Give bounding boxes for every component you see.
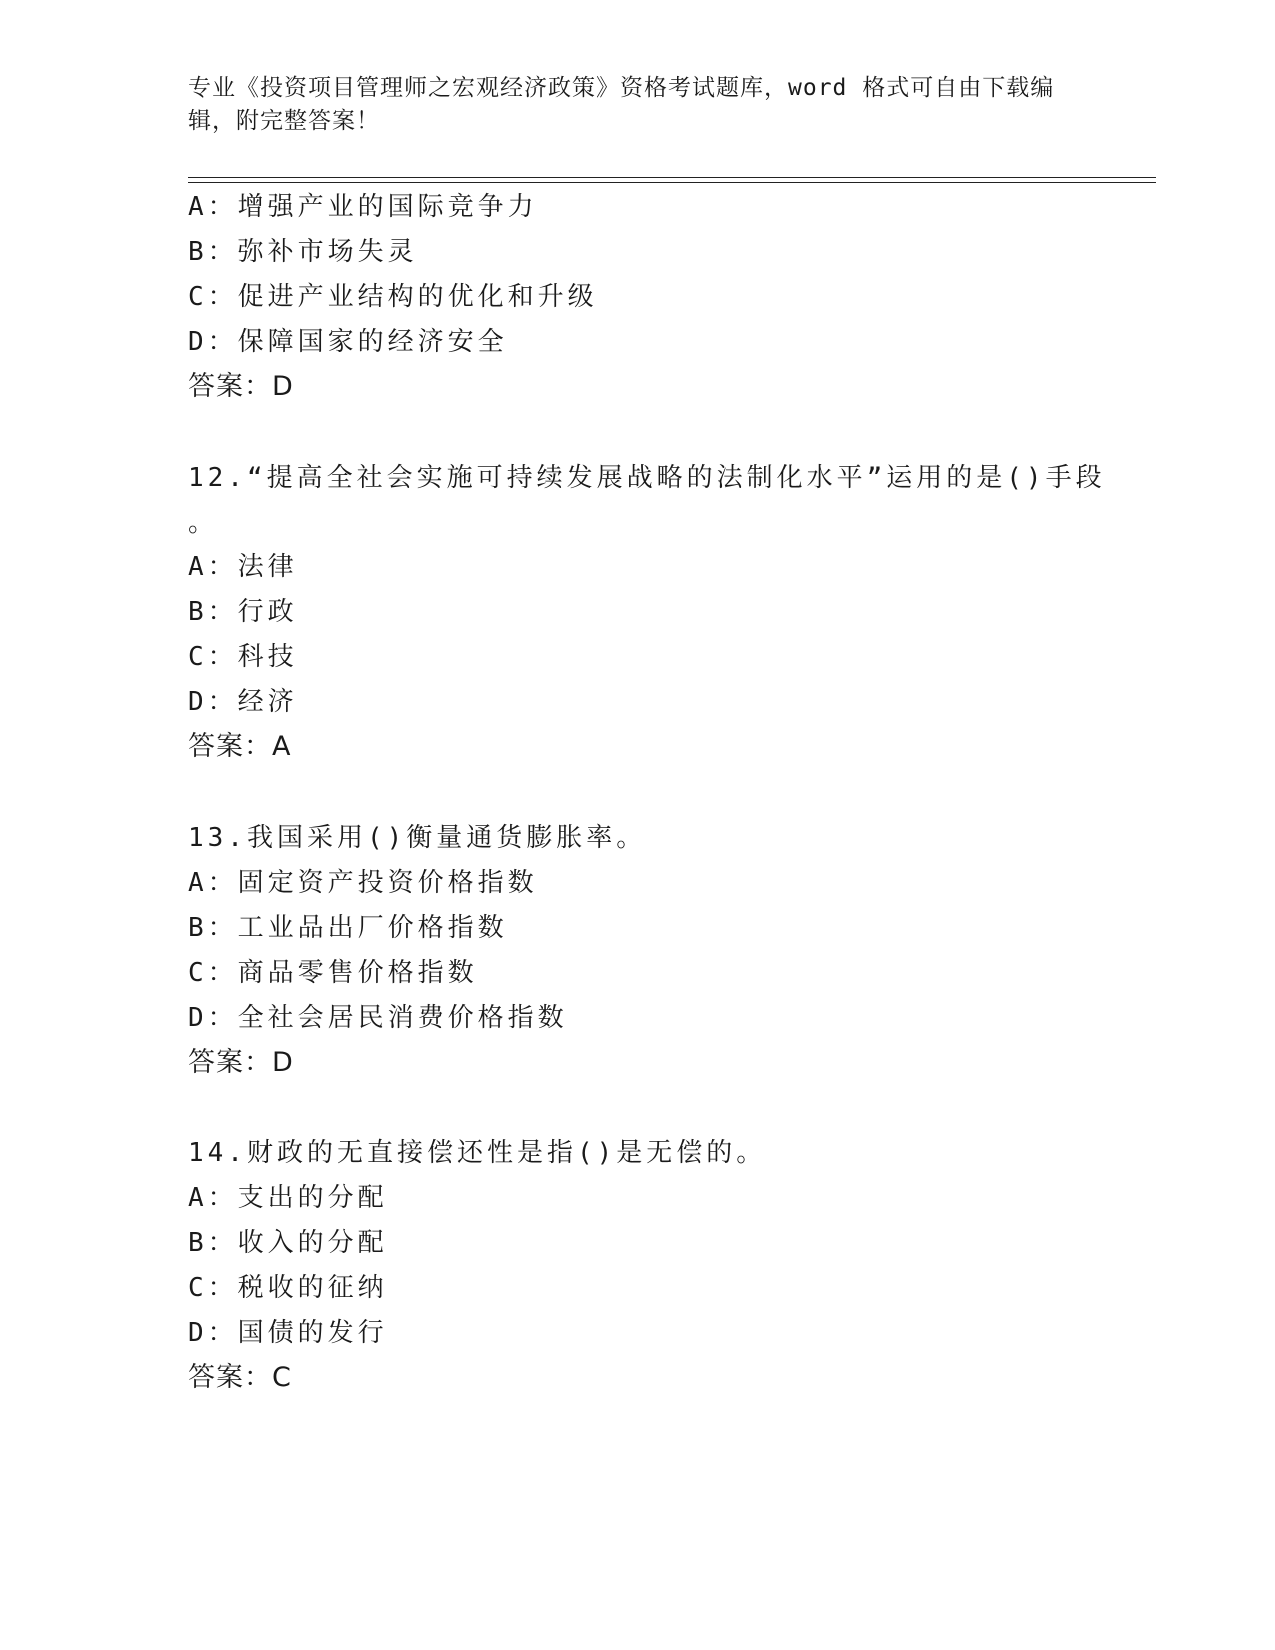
- q12-option-b: B：行政: [188, 597, 298, 627]
- q14-option-b: B：收入的分配: [188, 1228, 388, 1258]
- q12-option-c: C：科技: [188, 642, 298, 672]
- header-line-1: 专业《投资项目管理师之宏观经济政策》资格考试题库，word 格式可自由下载编: [188, 75, 1055, 101]
- q13-option-a: A：固定资产投资价格指数: [188, 868, 538, 898]
- q12-answer: 答案：A: [188, 731, 292, 762]
- q12-option-a: A：法律: [188, 552, 298, 582]
- q13-option-d: D：全社会居民消费价格指数: [188, 1003, 568, 1033]
- q13-option-b: B：工业品出厂价格指数: [188, 913, 508, 943]
- q14-option-a: A：支出的分配: [188, 1183, 388, 1213]
- q14-option-d: D：国债的发行: [188, 1318, 388, 1348]
- q11-option-d: D：保障国家的经济安全: [188, 327, 508, 357]
- q12-stem: 12.“提高全社会实施可持续发展战略的法制化水平”运用的是()手段: [188, 463, 1106, 493]
- q11-option-c: C：促进产业结构的优化和升级: [188, 282, 598, 312]
- q13-answer: 答案：D: [188, 1047, 294, 1078]
- header-divider-bottom: [188, 182, 1156, 183]
- header-divider-top: [188, 177, 1156, 178]
- q13-option-c: C：商品零售价格指数: [188, 958, 478, 988]
- document-header: [188, 72, 1068, 138]
- q14-stem: 14.财政的无直接偿还性是指()是无偿的。: [188, 1138, 767, 1168]
- q12-stem-continuation: 。: [188, 508, 219, 538]
- q14-option-c: C：税收的征纳: [188, 1273, 388, 1303]
- q11-option-b: B：弥补市场失灵: [188, 237, 418, 267]
- q14-answer: 答案：C: [188, 1362, 292, 1393]
- q13-stem: 13.我国采用()衡量通货膨胀率。: [188, 823, 647, 853]
- q12-option-d: D：经济: [188, 687, 298, 717]
- header-line-2: 辑，附完整答案！: [188, 108, 380, 134]
- q11-answer: 答案：D: [188, 371, 294, 402]
- q11-option-a: A：增强产业的国际竞争力: [188, 192, 538, 222]
